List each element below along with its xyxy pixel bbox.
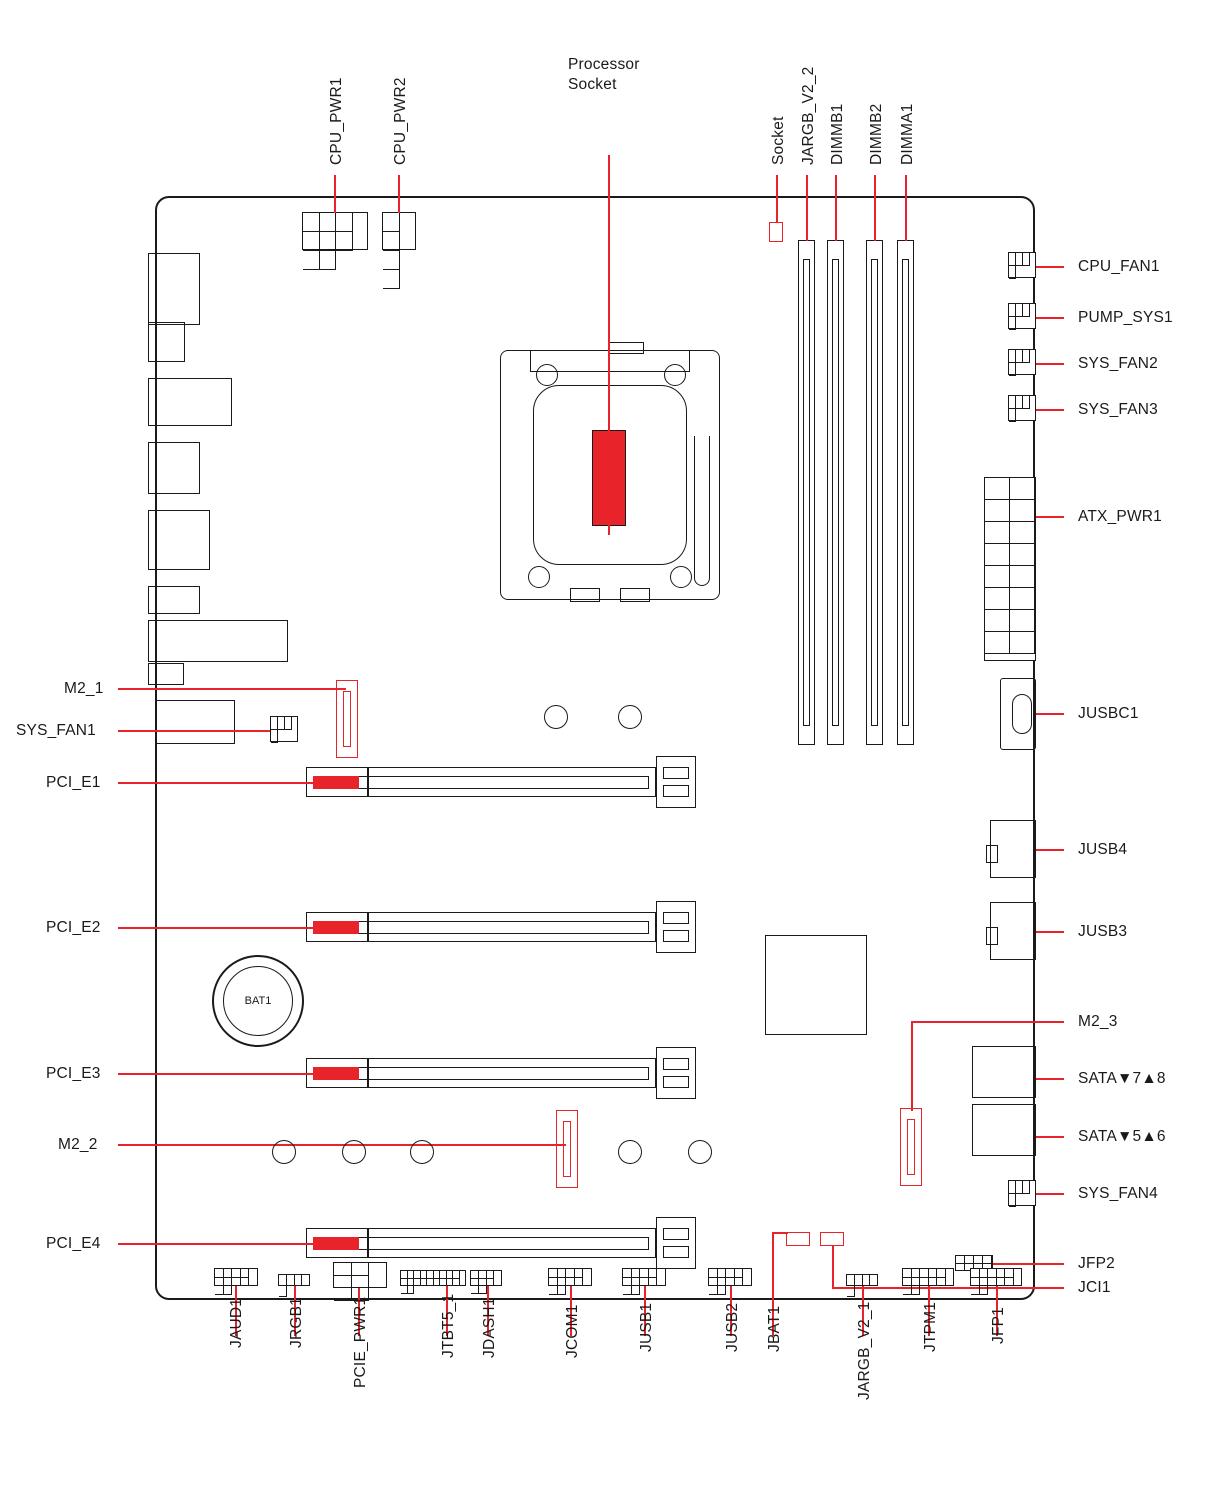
label-sys-fan1: SYS_FAN1 xyxy=(16,722,97,739)
pci-e2-retention-tab xyxy=(656,901,696,953)
standoff-hole-5 xyxy=(688,1140,712,1164)
label-sata78: SATA▼7▲8 xyxy=(1078,1070,1166,1087)
label-pcie-pwr1: PCIE_PWR1 xyxy=(352,1296,369,1388)
pump-sys1-connector xyxy=(1008,303,1036,329)
leader-sys-fan1 xyxy=(118,730,270,732)
label-m2-2: M2_2 xyxy=(58,1136,98,1153)
label-processor-socket-line1: Processor xyxy=(568,56,640,73)
socket-bolt-tl xyxy=(536,364,558,386)
label-sys-fan2: SYS_FAN2 xyxy=(1078,355,1159,372)
label-jrgb1: JRGB1 xyxy=(288,1297,305,1348)
m2-1-heatsink xyxy=(155,700,235,744)
leader-dimmb1 xyxy=(806,175,808,241)
rear-io-block-6 xyxy=(148,586,200,614)
label-jusb4: JUSB4 xyxy=(1078,841,1128,858)
label-processor-socket-line2: Socket xyxy=(568,76,617,93)
label-sys-fan4: SYS_FAN4 xyxy=(1078,1185,1159,1202)
label-pci-e1: PCI_E1 xyxy=(46,774,101,791)
leader-jbat1-h xyxy=(772,1232,788,1234)
leader-jusb3 xyxy=(1036,931,1064,933)
label-jtbt5-1: JTBT5_1 xyxy=(440,1293,457,1358)
label-cpu-pwr2: CPU_PWR2 xyxy=(392,77,409,165)
sata56-connector xyxy=(972,1104,1036,1156)
standoff-hole-1 xyxy=(272,1140,296,1164)
label-jdash1: JDASH1 xyxy=(481,1297,498,1358)
jbat1-connector xyxy=(786,1232,810,1246)
label-jfp1: JFP1 xyxy=(990,1307,1007,1344)
sata78-connector xyxy=(972,1046,1036,1098)
leader-sys-fan3 xyxy=(1036,409,1064,411)
cpu-pwr2-connector xyxy=(382,212,416,250)
leader-atx-pwr1 xyxy=(1036,516,1064,518)
rear-io-block-1 xyxy=(148,253,200,325)
label-cpu-fan1: CPU_FAN1 xyxy=(1078,258,1160,275)
label-m2-1: M2_1 xyxy=(64,680,104,697)
socket-lever-arm xyxy=(694,436,710,586)
leader-sys-fan4 xyxy=(1036,1193,1064,1195)
dimm-slot-a2 xyxy=(897,240,914,745)
jci1-connector xyxy=(820,1232,844,1246)
label-jtpm1: JTPM1 xyxy=(922,1301,939,1352)
leader-jci1-v xyxy=(832,1246,834,1288)
cpu-fan1-connector xyxy=(1008,252,1036,278)
sys-fan4-connector xyxy=(1008,1180,1036,1206)
label-jargb-v2-2-real xyxy=(770,116,788,165)
jrgb1-connector xyxy=(278,1274,310,1286)
label-jbat1: JBAT1 xyxy=(766,1305,783,1352)
leader-jargb-v2-2 xyxy=(776,175,778,223)
leader-m2-3-h xyxy=(911,1021,1064,1023)
pci-e2-slot xyxy=(306,912,656,942)
leader-processor-socket xyxy=(608,155,610,535)
label-jaud1: JAUD1 xyxy=(228,1297,245,1348)
label-pump-sys1: PUMP_SYS1 xyxy=(1078,309,1173,326)
rear-io-block-2 xyxy=(148,322,185,362)
leader-dimma1 xyxy=(874,175,876,241)
jusb2-connector xyxy=(708,1268,752,1286)
mount-hole-2 xyxy=(618,705,642,729)
pci-e4-slot xyxy=(306,1228,656,1258)
battery-label: BAT1 xyxy=(244,995,272,1007)
jfp1-connector xyxy=(970,1268,1022,1286)
jcom1-connector xyxy=(548,1268,592,1286)
rear-io-block-8 xyxy=(148,663,184,685)
leader-m2-3-v xyxy=(911,1021,913,1111)
pci-e3-slot xyxy=(306,1058,656,1088)
leader-dimmb2 xyxy=(835,175,837,241)
socket-bottom-tab-right xyxy=(620,588,650,602)
jargb-v2-2-value: Socket xyxy=(770,116,787,165)
m2-3-slot xyxy=(900,1108,922,1186)
cmos-battery xyxy=(212,955,304,1047)
leader-pci-e1 xyxy=(118,782,314,784)
label-pci-e2: PCI_E2 xyxy=(46,919,101,936)
label-dimmb1: JARGB_V2_2 xyxy=(800,66,817,165)
label-pci-e3: PCI_E3 xyxy=(46,1065,101,1082)
pci-e3-retention-tab xyxy=(656,1047,696,1099)
leader-pci-e3 xyxy=(118,1073,314,1075)
leader-jci1-h xyxy=(832,1287,1064,1289)
standoff-hole-2 xyxy=(342,1140,366,1164)
leader-jusbc1 xyxy=(1036,713,1064,715)
chipset-heatsink xyxy=(765,935,867,1035)
leader-sata78 xyxy=(1036,1078,1064,1080)
jusb3-inner xyxy=(986,927,998,945)
m2-2-slot xyxy=(556,1110,578,1188)
leader-cpu-fan1 xyxy=(1036,266,1064,268)
rear-io-block-4 xyxy=(148,442,200,494)
leader-m2-2 xyxy=(118,1144,566,1146)
leader-sata56 xyxy=(1036,1136,1064,1138)
leader-m2-1 xyxy=(118,688,346,690)
sys-fan1-connector xyxy=(270,716,298,742)
rear-io-block-7 xyxy=(148,620,288,662)
label-dimma2: DIMMA1 xyxy=(899,103,916,165)
pci-e1-slot xyxy=(306,767,656,797)
label-jusbc1: JUSBC1 xyxy=(1078,705,1139,722)
leader-pump-sys1 xyxy=(1036,317,1064,319)
dimm-slot-a1 xyxy=(866,240,883,745)
socket-bolt-bl xyxy=(528,566,550,588)
label-jusb3: JUSB3 xyxy=(1078,923,1128,940)
label-atx-pwr1: ATX_PWR1 xyxy=(1078,508,1162,525)
jusb1-connector xyxy=(622,1268,666,1286)
socket-bolt-tr xyxy=(664,364,686,386)
jtbt5-1-connector xyxy=(400,1270,466,1286)
leader-pci-e4 xyxy=(118,1243,314,1245)
socket-bolt-br xyxy=(670,566,692,588)
leader-dimma2 xyxy=(905,175,907,241)
jtpm1-connector xyxy=(902,1268,954,1286)
socket-bottom-tab-left xyxy=(570,588,600,602)
label-jusb2: JUSB2 xyxy=(724,1302,741,1352)
jusb4-inner xyxy=(986,845,998,863)
pci-e4-retention-tab xyxy=(656,1217,696,1269)
jaud1-connector xyxy=(214,1268,258,1286)
standoff-hole-3 xyxy=(410,1140,434,1164)
jargb-v2-2-connector xyxy=(769,222,783,242)
leader-pci-e2 xyxy=(118,927,314,929)
mount-hole-1 xyxy=(544,705,568,729)
label-dimma1: DIMMB2 xyxy=(868,103,885,165)
leader-jfp2 xyxy=(993,1263,1064,1265)
label-jargb-v2-1: JARGB_V2_1 xyxy=(856,1301,873,1400)
rear-io-block-5 xyxy=(148,510,210,570)
label-jusb1: JUSB1 xyxy=(638,1302,655,1352)
label-m2-3: M2_3 xyxy=(1078,1013,1118,1030)
label-jcom1: JCOM1 xyxy=(564,1304,581,1358)
label-dimmb2: DIMMB1 xyxy=(829,103,846,165)
jdash1-connector xyxy=(470,1270,502,1286)
label-jci1: JCI1 xyxy=(1078,1279,1111,1296)
label-sata56: SATA▼5▲6 xyxy=(1078,1128,1166,1145)
atx-pwr1-connector xyxy=(984,477,1036,661)
standoff-hole-4 xyxy=(618,1140,642,1164)
rear-io-block-3 xyxy=(148,378,232,426)
label-sys-fan3: SYS_FAN3 xyxy=(1078,401,1159,418)
socket-top-notch xyxy=(608,342,644,354)
leader-cpu-pwr2 xyxy=(398,175,400,213)
label-cpu-pwr1: CPU_PWR1 xyxy=(328,77,345,165)
leader-cpu-pwr1 xyxy=(334,175,336,213)
jusbc1-inner xyxy=(1012,694,1032,734)
pcie-pwr1-connector xyxy=(333,1262,387,1288)
dimm-slot-b2 xyxy=(827,240,844,745)
label-jfp2: JFP2 xyxy=(1078,1255,1115,1272)
sys-fan2-connector xyxy=(1008,349,1036,375)
m2-1-slot xyxy=(336,680,358,758)
cpu-pwr1-connector xyxy=(302,212,368,250)
pci-e1-retention-tab xyxy=(656,756,696,808)
label-pci-e4: PCI_E4 xyxy=(46,1235,101,1252)
sys-fan3-connector xyxy=(1008,395,1036,421)
processor-socket xyxy=(500,340,720,610)
jargb-v2-1-connector xyxy=(846,1274,878,1286)
leader-jusb4 xyxy=(1036,849,1064,851)
leader-sys-fan2 xyxy=(1036,363,1064,365)
dimm-slot-b1 xyxy=(798,240,815,745)
